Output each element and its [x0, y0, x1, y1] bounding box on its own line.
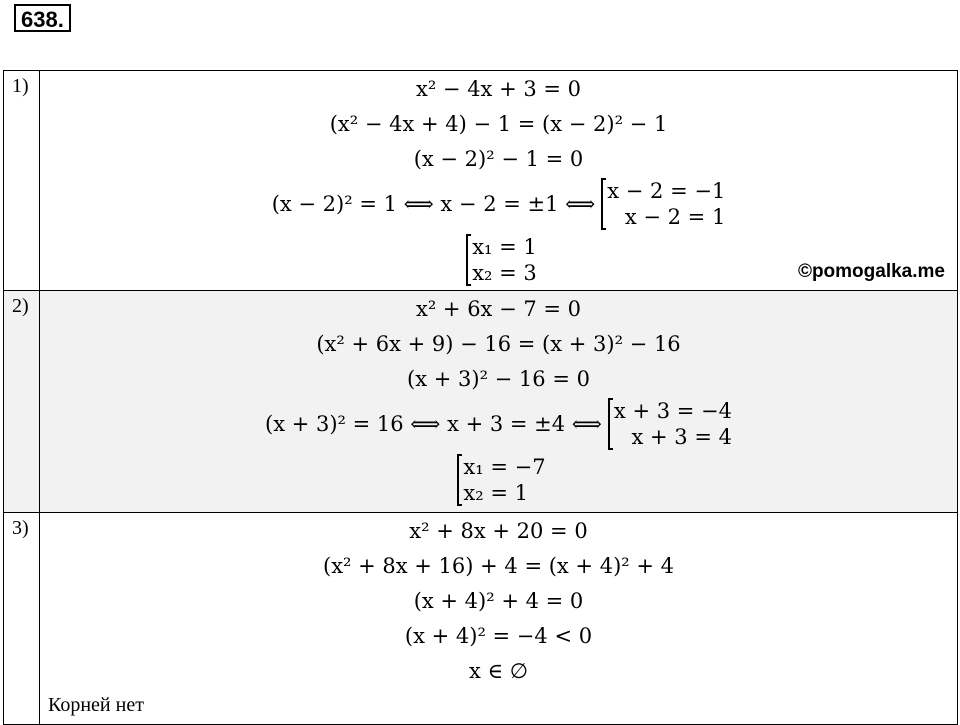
system-equation: x − 2 = −1: [607, 179, 726, 203]
solution-table: [3, 70, 958, 725]
equation-line: x² − 4x + 3 = 0: [415, 76, 582, 101]
root-value: x₂ = 3: [472, 261, 537, 285]
equation-line: (x + 4)² = −4 < 0: [404, 623, 593, 648]
root-value: x₁ = 1: [472, 235, 537, 259]
conclusion-text: Корней нет: [48, 694, 144, 716]
system-equation: x + 3 = −4: [613, 399, 732, 423]
equation-line: (x² − 4x + 4) − 1 = (x − 2)² − 1: [329, 111, 668, 136]
roots-line: [40, 452, 957, 508]
equation-text: (x + 3)² = 16 ⟺ x + 3 = ±4 ⟺: [265, 412, 602, 436]
solution-row-3: [4, 513, 958, 725]
equation-line: (x + 3)² − 16 = 0: [407, 366, 590, 391]
row-number: 1): [4, 71, 40, 291]
solution-cell: [40, 513, 958, 725]
equation-line: (x² + 8x + 16) + 4 = (x + 4)² + 4: [323, 553, 674, 578]
watermark: ©pomogalka.me: [797, 261, 945, 282]
solution-cell: [40, 71, 958, 291]
row-number: 3): [4, 513, 40, 725]
system-bracket: [601, 178, 725, 230]
system-bracket: [608, 398, 732, 450]
root-value: x₁ = −7: [463, 455, 546, 479]
equation-line-with-system: [40, 396, 957, 452]
solution-row-1: [4, 71, 958, 291]
equation-line-with-system: [40, 176, 957, 232]
system-equation: x − 2 = 1: [624, 205, 726, 229]
equation-line: x² + 6x − 7 = 0: [415, 296, 582, 321]
solution-cell: [40, 291, 958, 513]
problem-number: 638.: [14, 4, 71, 32]
roots-bracket: [466, 234, 537, 286]
equation-line: x² + 8x + 20 = 0: [409, 518, 588, 543]
system-equation: x + 3 = 4: [631, 425, 732, 449]
equation-line: x ∈ ∅: [468, 658, 529, 683]
roots-bracket: [457, 454, 545, 506]
equation-text: (x − 2)² = 1 ⟺ x − 2 = ±1 ⟺: [271, 192, 596, 216]
equation-line: (x − 2)² − 1 = 0: [413, 146, 584, 171]
row-number: 2): [4, 291, 40, 513]
equation-line: (x + 4)² + 4 = 0: [413, 588, 584, 613]
solution-row-2: [4, 291, 958, 513]
equation-line: (x² + 6x + 9) − 16 = (x + 3)² − 16: [316, 331, 681, 356]
root-value: x₂ = 1: [463, 481, 528, 505]
